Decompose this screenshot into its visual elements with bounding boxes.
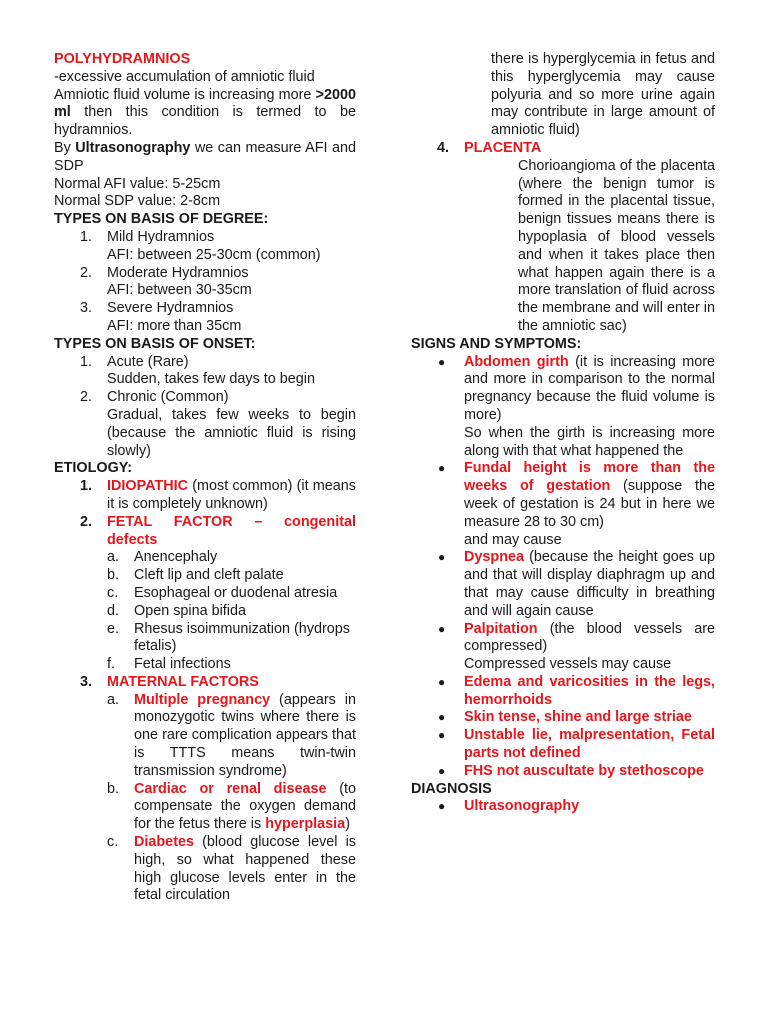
bullet-icon: ● [438, 674, 446, 689]
list-item: ● Ultrasonography [438, 798, 580, 815]
list-item: 1. Mild Hydramnios [80, 228, 215, 245]
list-item-detail: So when the girth is increasing more along with that what happened the [464, 424, 715, 459]
bullet-icon: ● [438, 621, 446, 636]
list-item: 3. Severe Hydramnios [80, 300, 234, 317]
list-item: f. Fetal infections [107, 656, 231, 673]
bullet-icon: ● [438, 550, 446, 565]
list-item: b. Cleft lip and cleft palate [107, 567, 284, 584]
list-item-detail: and may cause [464, 531, 562, 548]
list-item: ● Palpitation (the blood vessels are compressed) [438, 620, 715, 655]
etiology-item-fetal: 2. FETAL FACTOR – congenital defects [80, 513, 356, 548]
list-item: e. Rhesus isoimmunization (hydrops fetalis) [107, 620, 350, 655]
list-item-detail: Sudden, takes few days to begin [107, 371, 316, 388]
list-item: c. Esophageal or duodenal atresia [107, 584, 338, 601]
list-item: a. Anencephaly [107, 549, 218, 566]
list-item-detail: AFI: between 30-35cm [107, 282, 252, 299]
left-column [54, 51, 356, 905]
etiology-item-idiopathic: 1. IDIOPATHIC (most common) (it means it is completely unknown) [80, 478, 356, 512]
onset-heading: TYPES ON BASIS OF ONSET: [54, 335, 256, 352]
list-item: 2. Chronic (Common) [80, 389, 229, 406]
list-item: ● Fundal height is more than the weeks of gestation (suppose the week of gestation is 24 but in here we measure 28 to 30 cm) [438, 460, 716, 530]
list-item: c. Diabetes (blood glucose level is high, so what happened these high glucose levels enter in the fetal circulation [107, 834, 356, 904]
placenta-description: Chorioangioma of the placenta (where the benign tumor is formed in the placental tissue, benign tissues means there is hypoplasia of blood vessels and when it takes place then what happen again there is a more translation of fluid across the membrane and will enter in the amniotic sac) [518, 157, 715, 334]
etiology-item-placenta: 4. PLACENTA [437, 139, 542, 156]
diabetes-continuation: there is hyperglycemia in fetus and this hyperglycemia may cause polyuria and so more urine again may contribute in large amount of amniotic fluid) [491, 51, 715, 139]
ultrasonography-paragraph: By Ultrasonography we can measure AFI and SDP [54, 139, 356, 174]
list-item-detail: Gradual, takes few weeks to begin (because the amniotic fluid is rising slowly) [107, 406, 356, 459]
bullet-icon: ● [438, 728, 446, 743]
degree-heading: TYPES ON BASIS OF DEGREE: [54, 211, 269, 228]
list-item: ● Abdomen girth (it is increasing more and more in comparison to the normal pregnancy because the fluid volume is more) [438, 353, 715, 423]
normal-sdp: Normal SDP value: 2-8cm [54, 193, 221, 210]
list-item: b. Cardiac or renal disease (to compensate the oxygen demand for the fetus there is hyperplasia) [107, 780, 356, 833]
list-item: 1. Acute (Rare) [80, 353, 189, 370]
list-item-detail: Compressed vessels may cause [464, 656, 672, 673]
list-item: 2. Moderate Hydramnios [80, 264, 249, 281]
list-item: ● Dyspnea (because the height goes up and that will display diaphragm up and that may cause difficulty in breathing and will again cause [438, 549, 715, 619]
document-title: POLYHYDRAMNIOS [54, 51, 191, 67]
diagnosis-heading: DIAGNOSIS [411, 780, 492, 797]
list-item: ● FHS not auscultate by stethoscope [438, 762, 704, 779]
list-item-detail: AFI: between 25-30cm (common) [107, 246, 321, 263]
bullet-icon: ● [438, 354, 446, 369]
etiology-heading: ETIOLOGY: [54, 460, 133, 477]
list-item: ● Skin tense, shine and large striae [438, 709, 692, 726]
list-item: a. Multiple pregnancy (appears in monozygotic twins where there is one rare complication appears that is TTTS means twin-twin transmission syndrome) [107, 691, 356, 779]
bullet-icon: ● [438, 799, 446, 814]
etiology-item-maternal: 3. MATERNAL FACTORS [80, 673, 259, 690]
bullet-icon: ● [438, 763, 446, 778]
bullet-icon: ● [438, 461, 446, 476]
list-item-detail: AFI: more than 35cm [107, 317, 242, 334]
normal-afi: Normal AFI value: 5-25cm [54, 175, 221, 192]
list-item: d. Open spina bifida [107, 602, 247, 619]
bullet-icon: ● [438, 710, 446, 725]
right-column [411, 51, 715, 816]
signs-heading: SIGNS AND SYMPTOMS: [411, 335, 582, 352]
volume-paragraph: Amniotic fluid volume is increasing more >2000 ml then this condition is termed to be hydramnios. [54, 86, 356, 139]
list-item: ● Unstable lie, malpresentation, Fetal parts not defined [438, 727, 715, 762]
definition: -excessive accumulation of amniotic fluid [54, 68, 315, 85]
list-item: ● Edema and varicosities in the legs, hemorrhoids [438, 673, 715, 708]
